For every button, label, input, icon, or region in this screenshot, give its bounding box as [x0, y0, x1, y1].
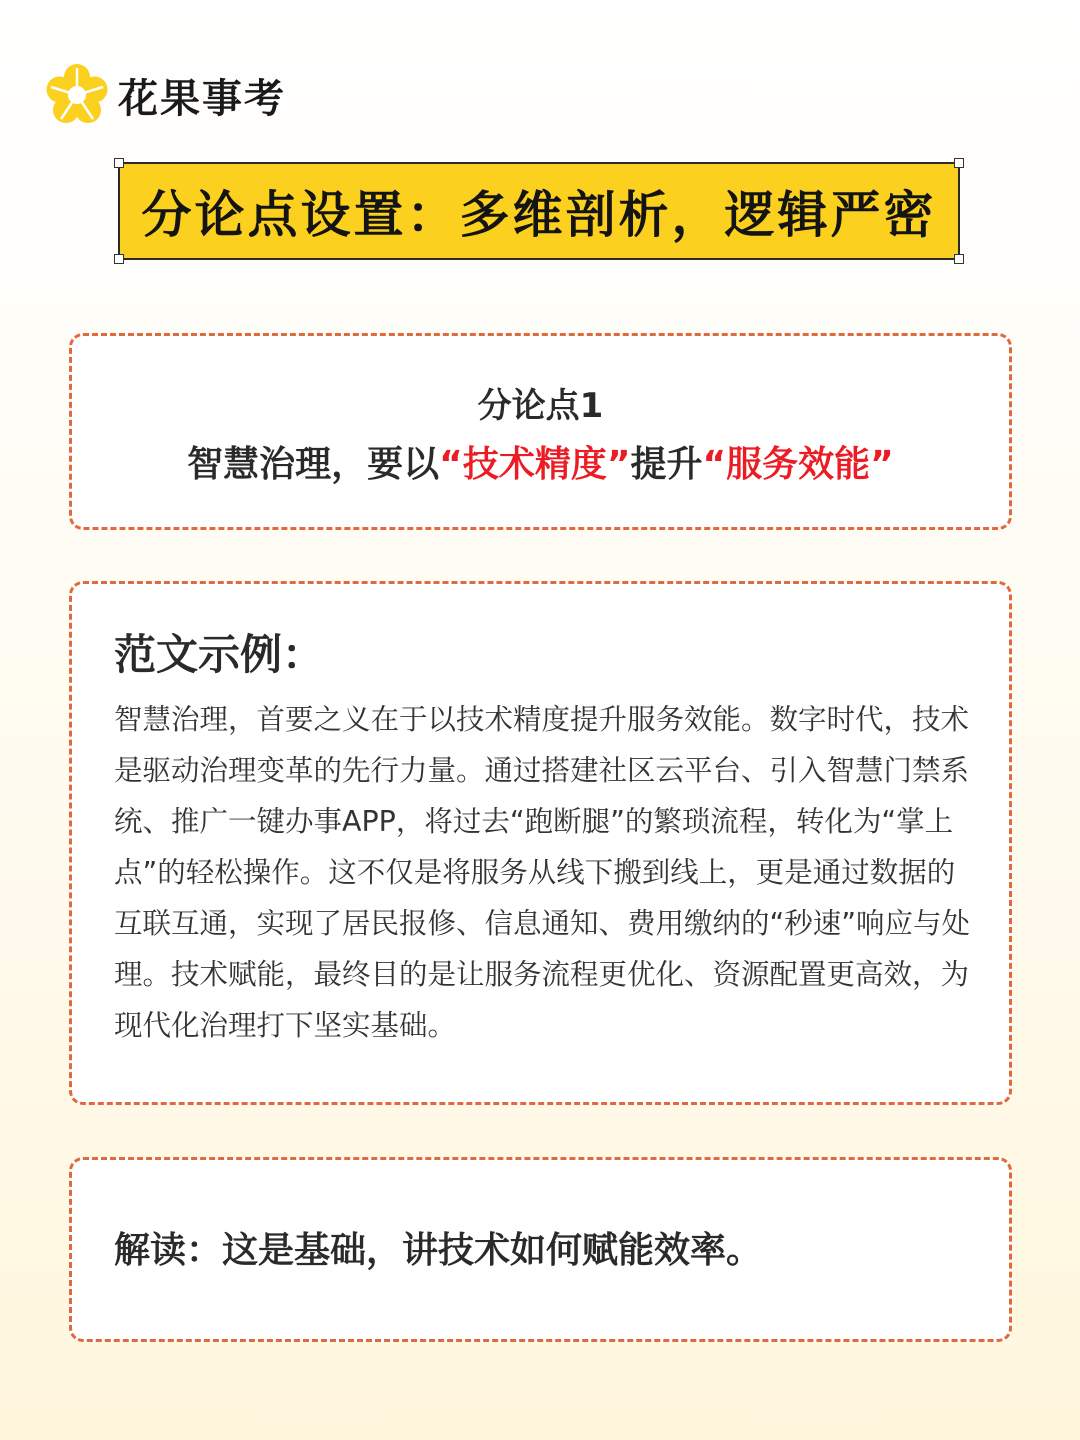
example-heading: 范文示例： [114, 630, 325, 679]
brand-logo [44, 62, 286, 128]
highlight-technical-precision: “技术精度” [439, 444, 631, 485]
interpretation-text: 解读：这是基础，讲技术如何赋能效率。 [114, 1230, 763, 1271]
flower-logo-icon [44, 62, 110, 128]
selection-handle-top-left [114, 158, 124, 168]
selection-handle-bottom-right [954, 254, 964, 264]
example-card [69, 581, 1012, 1105]
page-title: 分论点设置：多维剖析，逻辑严密 [141, 186, 937, 244]
selection-handle-top-right [954, 158, 964, 168]
selection-handle-bottom-left [114, 254, 124, 264]
brand-name: 花果事考 [118, 75, 286, 122]
interpretation-card [69, 1157, 1012, 1342]
highlight-service-efficiency: “服务效能” [702, 444, 894, 485]
title-banner [118, 162, 960, 260]
example-paragraph: 智慧治理，首要之义在于以技术精度提升服务效能。数字时代，技术是驱动治理变革的先行力量。通过搭建社区云平台、引入智慧门禁系统、推广一键办事APP，将过去“跑断腿”的繁琐流程，转化为“掌上点”的轻松操作。这不仅是将服务从线下搬到线上，更是通过数据的互联互通，实现了居民报修、信息通知、费用缴纳的“秒速”响应与处理。技术赋能，最终目的是让服务流程更优化、资源配置更高效，为现代化治理打下坚实基础。 [114, 703, 971, 1042]
sub-argument-statement [72, 436, 1009, 487]
statement-part-1: 智慧治理，要以 [187, 444, 440, 485]
sub-argument-label: 分论点1 [477, 386, 604, 426]
statement-part-2: 提升 [630, 444, 703, 485]
sub-argument-card [69, 333, 1012, 530]
